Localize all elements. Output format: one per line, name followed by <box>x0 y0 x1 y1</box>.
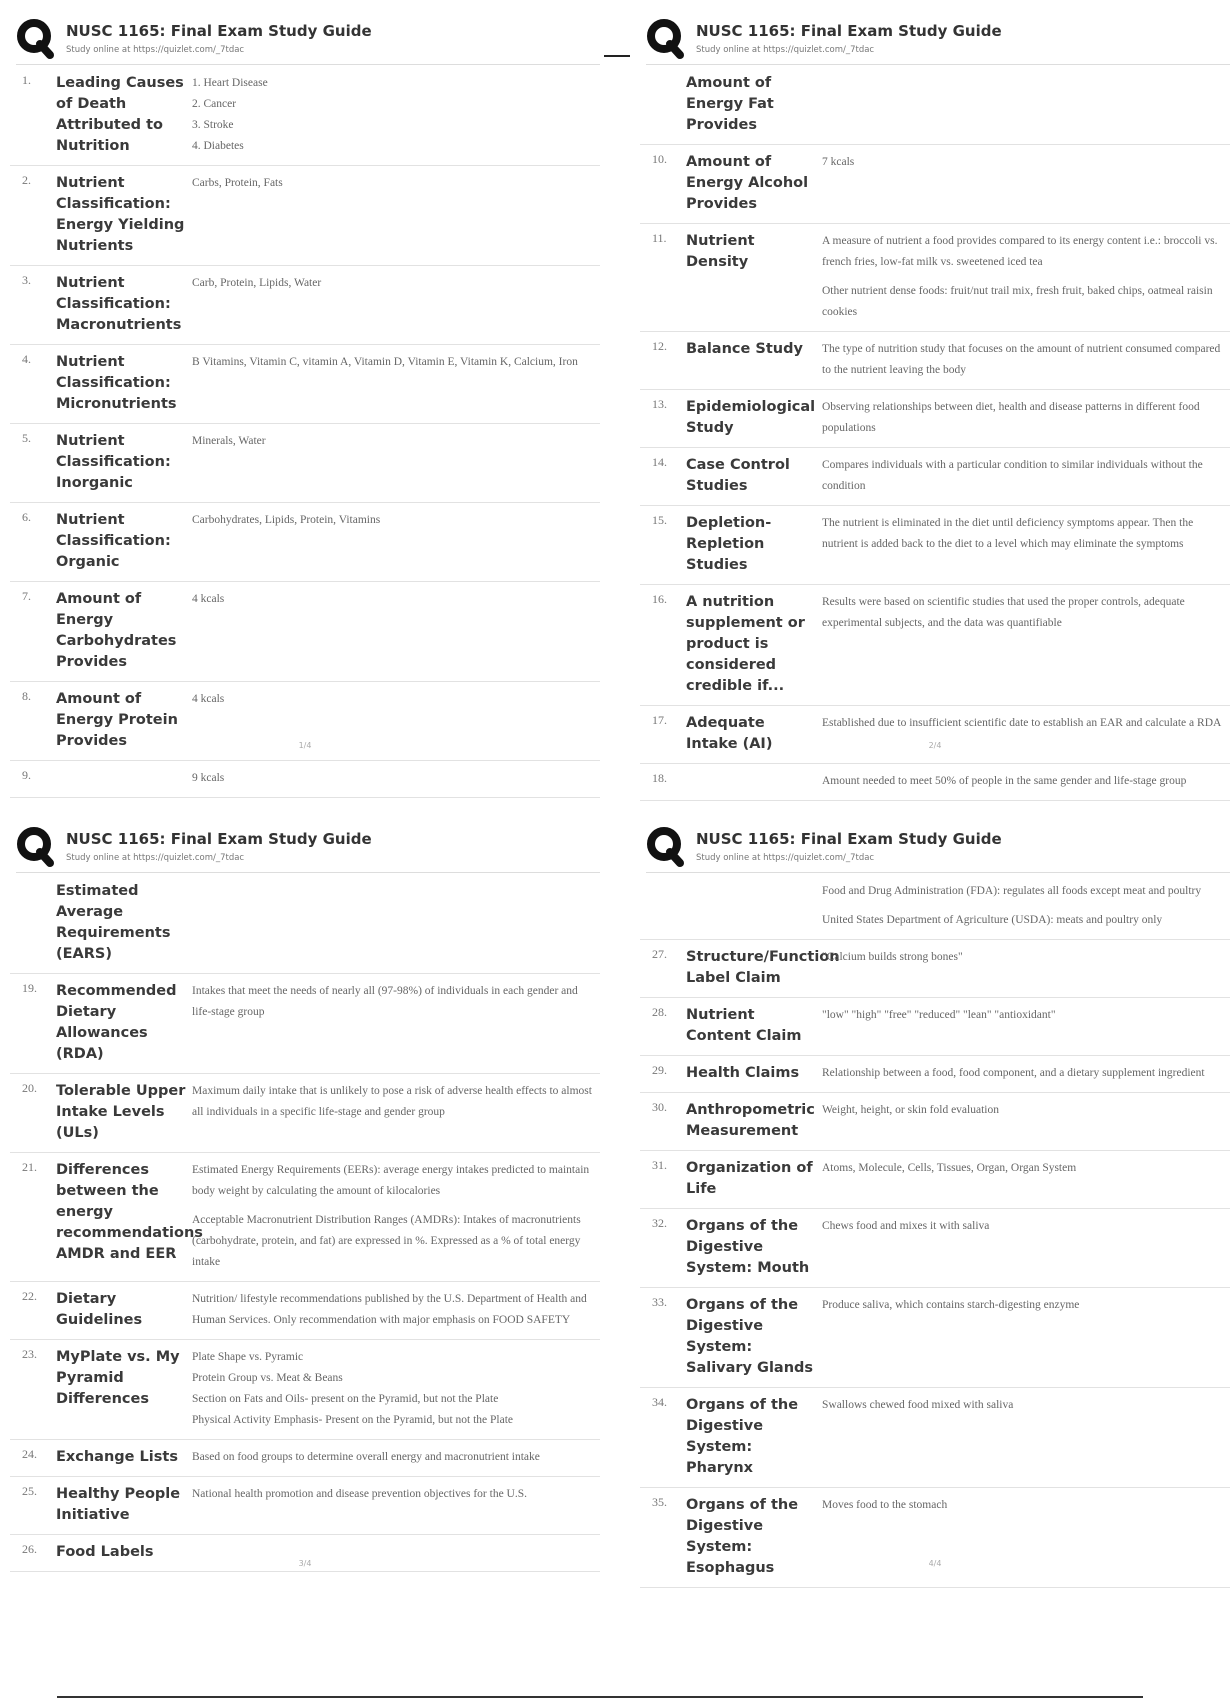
card-number: 25. <box>22 1484 37 1498</box>
definition-paragraph: Nutrition/ lifestyle recommendations published by the U.S. Department of Health and Human Services. Only recommendation with major emphasis on FOOD SAFETY <box>192 1293 587 1326</box>
definition-paragraph: Compares individuals with a particular condition to similar individuals without the condition <box>822 459 1203 492</box>
card-definition <box>822 152 1230 215</box>
study-card-row <box>10 66 600 166</box>
definition-paragraph: Results were based on scientific studies that used the proper controls, adequate experimental subjects, and the data was quantifiable <box>822 596 1185 629</box>
card-definition <box>192 768 600 789</box>
card-definition <box>192 1484 600 1526</box>
card-definition <box>822 592 1230 697</box>
card-term: Health Claims <box>686 1065 800 1081</box>
definition-paragraph: Chews food and mixes it with saliva <box>822 1220 990 1232</box>
card-term: Nutrient Classification: Energy Yielding Nutrients <box>56 175 185 254</box>
definition-paragraph: 4 kcals <box>192 593 225 605</box>
definition-paragraph: Acceptable Macronutrient Distribution Ranges (AMDRs): Intakes of macronutrients (carbohydrate, protein, and fat) are expressed in %. Expressed as a % of total energy intake <box>192 1214 581 1268</box>
card-definition <box>192 1289 600 1331</box>
card-number: 24. <box>22 1447 37 1461</box>
page-4 <box>640 818 1230 1588</box>
card-definition <box>192 273 600 336</box>
card-term: Structure/Function Label Claim <box>686 949 840 986</box>
card-term: Nutrient Classification: Macronutrients <box>56 275 182 333</box>
card-term: Balance Study <box>686 341 803 357</box>
card-term: Organs of the Digestive System: Salivary Glands <box>686 1297 814 1376</box>
card-definition <box>192 1081 600 1144</box>
definition-paragraph: National health promotion and disease prevention objectives for the U.S. <box>192 1488 528 1500</box>
page-2 <box>640 10 1230 787</box>
card-number: 29. <box>652 1063 667 1077</box>
card-definition <box>822 1100 1230 1142</box>
card-number: 7. <box>22 589 31 603</box>
card-definition <box>192 589 600 673</box>
definition-paragraph: Established due to insufficient scientific date to establish an EAR and calculate a RDA <box>822 717 1222 729</box>
study-card-row <box>640 66 1230 145</box>
card-definition <box>822 947 1230 989</box>
study-card-row <box>10 974 600 1074</box>
study-card-row <box>640 585 1230 706</box>
card-number: 11. <box>652 231 667 245</box>
card-number: 21. <box>22 1160 37 1174</box>
card-number <box>10 881 56 965</box>
card-number: 4. <box>22 352 31 366</box>
card-number: 20. <box>22 1081 37 1095</box>
definition-paragraph: "Calcium builds strong bones" <box>822 951 963 963</box>
definition-paragraph: Swallows chewed food mixed with saliva <box>822 1399 1014 1411</box>
definition-paragraph: Atoms, Molecule, Cells, Tissues, Organ, Organ System <box>822 1162 1077 1174</box>
card-term <box>686 881 822 931</box>
quizlet-logo-icon <box>646 826 684 864</box>
definition-paragraph: Food and Drug Administration (FDA): regulates all foods except meat and poultry <box>822 885 1202 897</box>
card-number: 3. <box>22 273 31 287</box>
study-card-row <box>10 1440 600 1477</box>
card-term: Amount of Energy Carbohydrates Provides <box>56 591 177 670</box>
definition-paragraph: The type of nutrition study that focuses on the amount of nutrient consumed compared to the nutrient leaving the body <box>822 343 1221 376</box>
card-term: Food Labels <box>56 1544 154 1560</box>
page-subtitle: Study online at https://quizlet.com/_7tdac <box>66 853 245 863</box>
card-definition <box>822 1216 1230 1279</box>
card-term <box>686 771 822 792</box>
study-card-row <box>10 1282 600 1340</box>
definition-paragraph: Maximum daily intake that is unlikely to pose a risk of adverse health effects to almost all individuals in a specific life-stage and gender group <box>192 1085 592 1118</box>
card-term: Organs of the Digestive System: Pharynx <box>686 1397 799 1476</box>
card-definition <box>822 73 1230 136</box>
card-term: Dietary Guidelines <box>56 1291 143 1328</box>
card-number: 18. <box>652 771 667 785</box>
card-term: Nutrient Classification: Organic <box>56 512 171 570</box>
card-number: 17. <box>652 713 667 727</box>
card-definition <box>192 1347 600 1431</box>
card-number: 6. <box>22 510 31 524</box>
card-definition <box>822 455 1230 497</box>
card-term: Depletion-Repletion Studies <box>686 515 772 573</box>
definition-paragraph: Minerals, Water <box>192 435 266 447</box>
card-term: Epidemiological Study <box>686 399 816 436</box>
card-term: MyPlate vs. My Pyramid Differences <box>56 1349 180 1407</box>
card-term: Leading Causes of Death Attributed to Nutrition <box>56 75 184 154</box>
card-definition <box>822 771 1230 792</box>
card-number: 15. <box>652 513 667 527</box>
card-number: 31. <box>652 1158 667 1172</box>
study-card-row <box>640 940 1230 998</box>
card-term: Amount of Energy Protein Provides <box>56 691 178 749</box>
card-definition <box>192 981 600 1065</box>
definition-paragraph: 1. Heart Disease 2. Cancer 3. Stroke 4. Diabetes <box>192 77 268 152</box>
card-number: 16. <box>652 592 667 606</box>
card-definition <box>822 231 1230 323</box>
page-title: NUSC 1165: Final Exam Study Guide <box>696 22 1002 40</box>
page-number: 1/4 <box>298 741 312 750</box>
card-term <box>56 768 192 789</box>
study-card-row <box>10 424 600 503</box>
study-card-row <box>640 332 1230 390</box>
card-definition <box>192 431 600 494</box>
study-card-row <box>640 998 1230 1056</box>
definition-paragraph: Relationship between a food, food component, and a dietary supplement ingredient <box>822 1067 1205 1079</box>
header-divider <box>16 872 600 873</box>
card-number: 5. <box>22 431 31 445</box>
study-card-row <box>640 1209 1230 1288</box>
definition-paragraph: Intakes that meet the needs of nearly all (97-98%) of individuals in each gender and life-stage group <box>192 985 578 1018</box>
definition-paragraph: 9 kcals <box>192 772 225 784</box>
card-definition <box>822 339 1230 381</box>
study-card-row <box>10 345 600 424</box>
card-definition <box>192 173 600 257</box>
card-term: Healthy People Initiative <box>56 1486 181 1523</box>
study-card-row <box>640 506 1230 585</box>
card-number: 2. <box>22 173 31 187</box>
definition-paragraph: Weight, height, or skin fold evaluation <box>822 1104 999 1116</box>
study-card-row <box>640 145 1230 224</box>
page-subtitle: Study online at https://quizlet.com/_7tdac <box>66 45 245 55</box>
page-header <box>10 818 600 874</box>
study-card-row <box>640 874 1230 940</box>
card-definition <box>192 352 600 415</box>
definition-paragraph: Amount needed to meet 50% of people in the same gender and life-stage group <box>822 775 1187 787</box>
definition-paragraph: Produce saliva, which contains starch-digesting enzyme <box>822 1299 1080 1311</box>
definition-paragraph: Based on food groups to determine overall energy and macronutrient intake <box>192 1451 540 1463</box>
card-definition <box>822 397 1230 439</box>
definition-paragraph: Carbs, Protein, Fats <box>192 177 283 189</box>
definition-paragraph: Carb, Protein, Lipids, Water <box>192 277 322 289</box>
card-definition <box>192 73 600 157</box>
card-definition <box>822 1158 1230 1200</box>
study-card-row <box>640 1388 1230 1488</box>
study-card-row <box>10 582 600 682</box>
card-term: Tolerable Upper Intake Levels (ULs) <box>56 1083 186 1141</box>
card-term: Differences between the energy recommendations AMDR and EER <box>56 1162 203 1262</box>
study-card-row <box>640 1151 1230 1209</box>
page-title: NUSC 1165: Final Exam Study Guide <box>66 22 372 40</box>
card-number <box>640 73 686 136</box>
definition-paragraph: The nutrient is eliminated in the diet until deficiency symptoms appear. Then the nutrient is added back to the diet to a level which may eliminate the symptoms <box>822 517 1194 550</box>
card-definition <box>192 881 600 965</box>
card-number: 10. <box>652 152 667 166</box>
card-term: Amount of Energy Fat Provides <box>686 75 774 133</box>
card-number: 26. <box>22 1542 37 1556</box>
definition-paragraph: Plate Shape vs. Pyramic Protein Group vs. Meat & Beans Section on Fats and Oils- present on the Pyramid, but not the Plate Physical Activity Emphasis- Present on the Pyramid, but not the Plate <box>192 1351 514 1426</box>
study-card-row <box>10 1340 600 1440</box>
page-header <box>640 818 1230 874</box>
separator-dash <box>604 55 630 57</box>
header-divider <box>646 64 1230 65</box>
card-definition <box>822 881 1230 931</box>
page-number: 4/4 <box>928 1559 942 1568</box>
study-card-row <box>640 1488 1230 1588</box>
study-card-row <box>640 1288 1230 1388</box>
definition-paragraph: 4 kcals <box>192 693 225 705</box>
card-term: Exchange Lists <box>56 1449 178 1465</box>
card-term: Case Control Studies <box>686 457 790 494</box>
card-number: 35. <box>652 1495 667 1509</box>
card-number <box>640 881 686 931</box>
card-definition <box>192 1447 600 1468</box>
definition-paragraph: B Vitamins, Vitamin C, vitamin A, Vitamin D, Vitamin E, Vitamin K, Calcium, Iron <box>192 356 578 368</box>
card-term: Anthropometric Measurement <box>686 1102 815 1139</box>
definition-paragraph: United States Department of Agriculture (USDA): meats and poultry only <box>822 914 1163 926</box>
card-term: Adequate Intake (AI) <box>686 715 773 752</box>
card-number: 33. <box>652 1295 667 1309</box>
page-number: 3/4 <box>298 1559 312 1568</box>
card-definition <box>192 1160 600 1273</box>
card-number: 32. <box>652 1216 667 1230</box>
card-number: 8. <box>22 689 31 703</box>
card-definition <box>822 1295 1230 1379</box>
definition-paragraph: 7 kcals <box>822 156 855 168</box>
page-title: NUSC 1165: Final Exam Study Guide <box>696 830 1002 848</box>
card-number: 28. <box>652 1005 667 1019</box>
card-term: Estimated Average Requirements (EARS) <box>56 883 171 962</box>
quizlet-logo-icon <box>16 18 54 56</box>
definition-paragraph: Estimated Energy Requirements (EERs): average energy intakes predicted to maintain body weight by calculating the amount of kilocalories <box>192 1164 590 1197</box>
card-definition <box>822 1395 1230 1479</box>
card-term: Organs of the Digestive System: Mouth <box>686 1218 810 1276</box>
quizlet-logo-icon <box>646 18 684 56</box>
page-header <box>640 10 1230 66</box>
study-card-row <box>640 1093 1230 1151</box>
bottom-rule <box>57 1696 1143 1698</box>
study-card-row <box>10 1074 600 1153</box>
definition-paragraph: Carbohydrates, Lipids, Protein, Vitamins <box>192 514 381 526</box>
study-card-row <box>640 764 1230 801</box>
page-3 <box>10 818 600 1588</box>
definition-paragraph: Moves food to the stomach <box>822 1499 948 1511</box>
study-card-row <box>10 761 600 798</box>
study-card-row <box>640 390 1230 448</box>
card-term: Organs of the Digestive System: Esophagus <box>686 1497 799 1576</box>
study-card-row <box>640 224 1230 332</box>
card-number: 22. <box>22 1289 37 1303</box>
card-number: 13. <box>652 397 667 411</box>
card-number: 30. <box>652 1100 667 1114</box>
page-header <box>10 10 600 66</box>
definition-paragraph: "low" "high" "free" "reduced" "lean" "antioxidant" <box>822 1009 1056 1021</box>
card-term: A nutrition supplement or product is considered credible if... <box>686 594 805 694</box>
card-number: 14. <box>652 455 667 469</box>
card-term: Recommended Dietary Allowances (RDA) <box>56 983 177 1062</box>
page-subtitle: Study online at https://quizlet.com/_7tdac <box>696 853 875 863</box>
study-card-row <box>10 166 600 266</box>
study-card-row <box>10 1153 600 1282</box>
study-card-row <box>10 1477 600 1535</box>
card-definition <box>822 513 1230 576</box>
card-number: 23. <box>22 1347 37 1361</box>
card-definition <box>822 1005 1230 1047</box>
quizlet-logo-icon <box>16 826 54 864</box>
definition-paragraph: Other nutrient dense foods: fruit/nut trail mix, fresh fruit, baked chips, oatmeal raisin cookies <box>822 285 1213 318</box>
card-term: Nutrient Content Claim <box>686 1007 802 1044</box>
study-card-row <box>640 1056 1230 1093</box>
card-definition <box>192 510 600 573</box>
header-divider <box>646 872 1230 873</box>
page-title: NUSC 1165: Final Exam Study Guide <box>66 830 372 848</box>
study-card-row <box>640 448 1230 506</box>
page-1 <box>10 10 600 784</box>
definition-paragraph: Observing relationships between diet, health and disease patterns in different food populations <box>822 401 1200 434</box>
card-number: 9. <box>22 768 31 782</box>
card-term: Nutrient Classification: Micronutrients <box>56 354 177 412</box>
page-subtitle: Study online at https://quizlet.com/_7tdac <box>696 45 875 55</box>
study-card-row <box>10 266 600 345</box>
card-number: 27. <box>652 947 667 961</box>
header-divider <box>16 64 600 65</box>
card-term: Organization of Life <box>686 1160 813 1197</box>
card-term: Nutrient Density <box>686 233 755 270</box>
card-number: 12. <box>652 339 667 353</box>
card-term: Nutrient Classification: Inorganic <box>56 433 171 491</box>
card-number: 19. <box>22 981 37 995</box>
definition-paragraph: A measure of nutrient a food provides compared to its energy content i.e.: broccoli vs. french fries, low-fat milk vs. sweetened iced tea <box>822 235 1218 268</box>
page-number: 2/4 <box>928 741 942 750</box>
study-card-row <box>10 503 600 582</box>
card-number: 34. <box>652 1395 667 1409</box>
study-card-row <box>10 874 600 974</box>
card-definition <box>822 1063 1230 1084</box>
card-term: Amount of Energy Alcohol Provides <box>686 154 809 212</box>
card-number: 1. <box>22 73 31 87</box>
study-card-row <box>640 706 1230 764</box>
